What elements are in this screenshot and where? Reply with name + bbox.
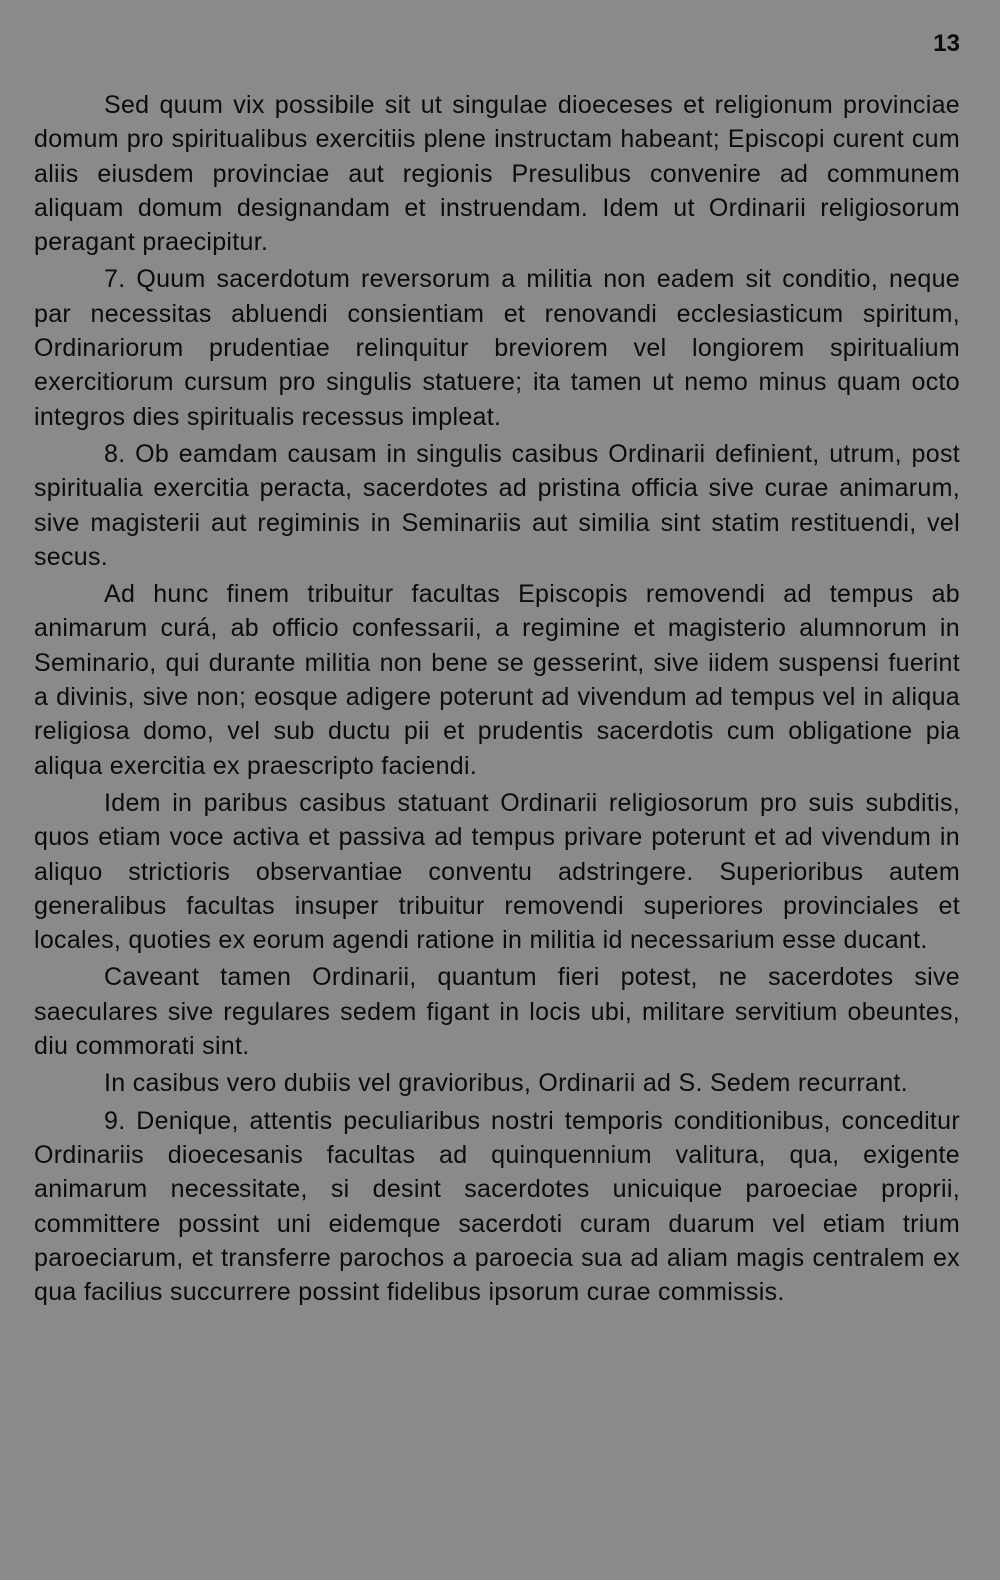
paragraph-religious-ordinaries: Idem in paribus casibus statuant Ordinarii religiosorum pro suis subditis, quos etiam voce activa et passiva ad tempus privare poterunt et ad vivendum in aliquo strictioris observantiae conventu adstringere. Superioribus autem generalibus facultas insuper tribuitur removendi superiores provinciales et locales, quoties ex eorum agendi ratione in militia id necessarium esse ducant. xyxy=(34,788,960,955)
paragraph-9: 9. Denique, attentis peculiaribus nostri temporis conditionibus, conceditur Ordinariis dioecesanis facultas ad quinquennium valitura, qua, exigente animarum necessitate, si desint sacerdotes unicuique paroeciae proprii, committere possint uni eidemque sacerdoti curam duarum vel etiam trium paroeciarum, et transferre parochos a paroecia sua ad aliam magis centralem ex qua facilius succurrere possint fidelibus ipsorum curae commissis. xyxy=(34,1106,960,1307)
paragraph-caveant: Caveant tamen Ordinarii, quantum fieri potest, ne sacerdotes sive saeculares sive regulares sedem figant in locis ubi, militare servitium obeuntes, diu commorati sint. xyxy=(34,963,960,1061)
paragraph-7: 7. Quum sacerdotum reversorum a militia non eadem sit conditio, neque par necessitas abluendi consientiam et renovandi ecclesiasticum spiritum, Ordinariorum prudentiae relinquitur breviorem vel longiorem spiritualium exercitiorum cursum pro singulis statuere; ita tamen ut nemo minus quam octo integros dies spiritualis recessus impleat. xyxy=(34,265,960,431)
paragraph-dubious-cases: In casibus vero dubiis vel gravioribus, Ordinarii ad S. Sedem recurrant. xyxy=(104,1069,908,1098)
page-number: 13 xyxy=(933,30,960,57)
paragraph-faculty-bishops: Ad hunc finem tribuitur facultas Episcopis removendi ad tempus ab animarum curá, ab officio confessarii, a regimine et magisterio alumnorum in Seminario, qui durante militia non bene se gesserint, sive iidem suspensi fuerint a divinis, sive non; eosque adigere poterunt ad vivendum ad tempus vel in aliqua religiosa domo, vel sub ductu pii et prudentis sacerdotis cum obligatione pia aliqua exercitia ex praescripto faciendi. xyxy=(34,580,960,780)
paragraph-retreat-houses: Sed quum vix possibile sit ut singulae dioeceses et religionum provinciae domum pro spiritualibus exercitiis plene instructam habeant; Episcopi curent cum aliis eiusdem provinciae aut regionis Presulibus convenire ad communem aliquam domum designandam et instruendam. Idem ut Ordinarii religiosorum peragant praecipitur. xyxy=(34,91,960,257)
paragraph-8: 8. Ob eamdam causam in singulis casibus Ordinarii definient, utrum, post spiritualia exercitia peracta, sacerdotes ad pristina officia sive curae animarum, sive magisterii aut regiminis in Seminariis aut similia sint statim restituendi, vel secus. xyxy=(34,439,960,571)
body-text xyxy=(34,88,960,1312)
